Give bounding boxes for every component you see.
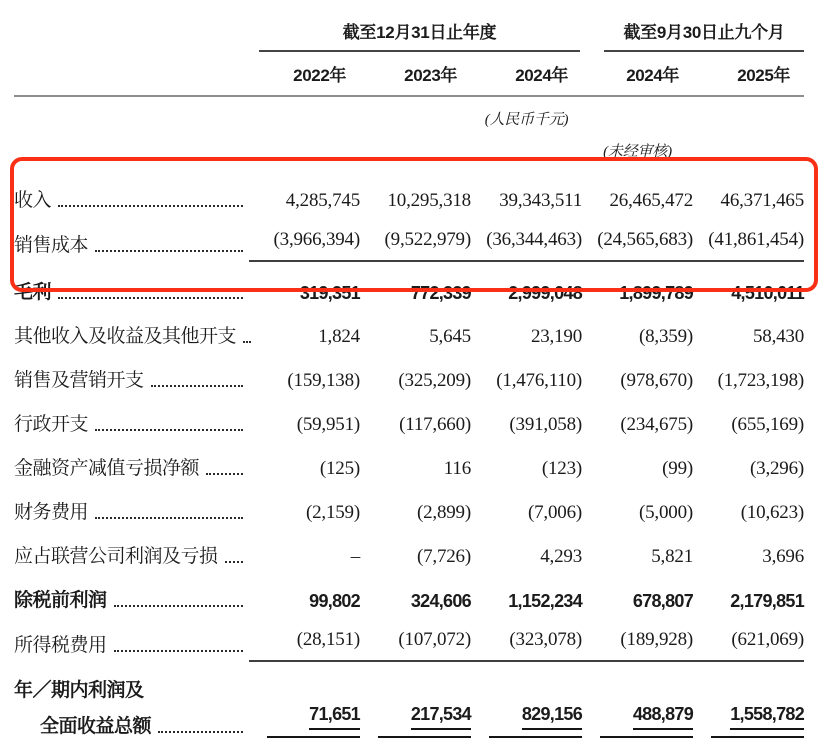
amount-value: (1,476,110): [496, 370, 583, 391]
amount-cell: [360, 572, 471, 616]
dot-leader: [114, 605, 243, 607]
dot-leader: [206, 473, 243, 475]
amount-value: 99,802: [309, 591, 360, 611]
amount-value: (189,928): [620, 629, 694, 650]
amount-value: (36,344,463): [486, 229, 583, 250]
amount-cell: [471, 352, 582, 396]
empty-corner-cell: [14, 52, 249, 96]
row-label-cell: [14, 528, 249, 572]
amount-value: 4,293: [540, 546, 583, 567]
amount-cell: [693, 661, 804, 738]
row-label: 金融资产减值亏损净额: [14, 458, 200, 479]
amount-value: (123): [541, 458, 583, 479]
amount-cell: [582, 161, 693, 216]
row-label-cell: [14, 572, 249, 616]
amount-value: 319,351: [299, 283, 360, 303]
amount-cell: [360, 616, 471, 661]
table-row: [14, 216, 804, 261]
amount-value: (5,000): [639, 502, 694, 523]
row-label-cell: [14, 216, 249, 261]
table-row: [14, 572, 804, 616]
amount-value: 2,179,851: [730, 591, 805, 611]
amount-cell: [693, 261, 804, 308]
amount-value: 26,465,472: [609, 190, 694, 211]
amount-cell: [582, 484, 693, 528]
amount-value: (125): [319, 458, 360, 479]
row-label-cell: [14, 161, 249, 216]
amount-value: (8,359): [639, 326, 694, 347]
row-label: 行政开支: [14, 414, 89, 435]
amount-cell: [693, 572, 804, 616]
amount-value: (323,078): [509, 629, 583, 650]
amount-cell: [360, 261, 471, 308]
year-header: 2022年: [249, 52, 360, 96]
amount-cell: [582, 528, 693, 572]
amount-cell: [471, 572, 582, 616]
amount-value: 3,696: [762, 546, 805, 567]
amount-cell: [471, 396, 582, 440]
amount-value: 488,879: [633, 704, 693, 730]
amount-cell: [582, 616, 693, 661]
amount-value: (41,861,454): [708, 229, 805, 250]
amount-cell: [249, 528, 360, 572]
row-label: 收入: [14, 190, 52, 211]
amount-value: 4,510,011: [731, 283, 805, 303]
amount-cell: [471, 261, 582, 308]
amount-value: (9,522,979): [384, 229, 471, 250]
amount-value: (978,670): [620, 370, 694, 391]
amount-cell: [693, 616, 804, 661]
amount-cell: [471, 216, 582, 261]
amount-value: (117,660): [399, 414, 471, 435]
amount-value: (391,058): [509, 414, 583, 435]
amount-cell: [360, 396, 471, 440]
interim-period-header-cell: [582, 10, 804, 52]
currency-note: (人民币千元): [484, 112, 569, 128]
amount-value: 10,295,318: [387, 190, 471, 211]
row-label: 毛利: [14, 282, 52, 303]
interim-period-label: 截至9月30日止九个月: [604, 18, 804, 52]
amount-value: (7,726): [416, 546, 471, 567]
amount-cell: [360, 161, 471, 216]
amount-cell: [249, 484, 360, 528]
amount-cell: [471, 484, 582, 528]
amount-value: (10,623): [740, 502, 805, 523]
dot-leader: [243, 341, 251, 343]
table-row: [14, 616, 804, 661]
row-label: 其他收入及收益及其他开支: [14, 326, 237, 347]
amount-value: (2,899): [416, 502, 471, 523]
annual-period-header-cell: [249, 10, 582, 52]
row-label-cell: [14, 352, 249, 396]
amount-value: 772,339: [410, 283, 471, 303]
amount-cell: [693, 216, 804, 261]
amount-cell: [360, 661, 471, 738]
amount-cell: [582, 216, 693, 261]
dot-leader: [225, 561, 243, 563]
amount-value: 58,430: [752, 326, 805, 347]
table-row: [14, 528, 804, 572]
row-label: 应占联营公司利润及亏损: [14, 546, 218, 567]
amount-value: –: [350, 546, 360, 567]
dot-leader: [158, 731, 243, 733]
amount-value: 324,606: [410, 591, 471, 611]
amount-value: (59,951): [296, 414, 360, 435]
amount-cell: [249, 661, 360, 738]
amount-value: 23,190: [530, 326, 583, 347]
amount-cell: [582, 308, 693, 352]
amount-value: 1,152,234: [508, 591, 583, 611]
amount-value: (2,159): [305, 502, 360, 523]
amount-cell: [360, 484, 471, 528]
amount-value: (159,138): [287, 370, 360, 391]
row-label: 销售成本: [14, 235, 89, 256]
row-label-cell: [14, 440, 249, 484]
income-statement-table: [14, 10, 804, 738]
dot-leader: [95, 517, 243, 519]
row-label: 财务费用: [14, 502, 89, 523]
row-label-cell: [14, 308, 249, 352]
table-row: [14, 396, 804, 440]
amount-value: (28,151): [296, 629, 360, 650]
amount-cell: [693, 352, 804, 396]
amount-cell: [249, 161, 360, 216]
dot-leader: [58, 297, 243, 299]
amount-cell: [693, 528, 804, 572]
financial-statement-page: [0, 10, 830, 737]
amount-cell: [471, 440, 582, 484]
amount-cell: [249, 216, 360, 261]
dot-leader: [95, 250, 243, 252]
amount-cell: [360, 308, 471, 352]
amount-cell: [693, 484, 804, 528]
amount-value: 5,821: [651, 546, 694, 567]
amount-cell: [360, 216, 471, 261]
row-label: 销售及营销开支: [14, 370, 144, 391]
amount-value: 116: [443, 458, 471, 479]
amount-value: 217,534: [411, 704, 471, 730]
amount-value: 1,824: [318, 326, 360, 347]
amount-value: 46,371,465: [720, 190, 805, 211]
amount-value: (3,296): [750, 458, 805, 479]
dot-leader: [95, 429, 243, 431]
amount-cell: [582, 572, 693, 616]
amount-cell: [249, 308, 360, 352]
amount-cell: [471, 161, 582, 216]
amount-value: (1,723,198): [717, 370, 805, 391]
amount-cell: [471, 308, 582, 352]
amount-cell: [582, 261, 693, 308]
annual-period-label: 截至12月31日止年度: [259, 18, 580, 52]
row-label: 所得税费用: [14, 635, 107, 656]
amount-cell: [249, 572, 360, 616]
dot-leader: [58, 205, 243, 207]
amount-value: 4,285,745: [285, 190, 360, 211]
currency-note-row: [14, 96, 804, 129]
dot-leader: [151, 385, 243, 387]
table-row: [14, 484, 804, 528]
table-row: [14, 661, 804, 738]
amount-cell: [249, 261, 360, 308]
amount-value: (655,169): [731, 414, 805, 435]
amount-value: (234,675): [620, 414, 694, 435]
table-row: [14, 440, 804, 484]
unaudited-note-row: [14, 129, 804, 161]
amount-value: 2,999,048: [508, 283, 583, 303]
amount-cell: [471, 528, 582, 572]
amount-cell: [693, 396, 804, 440]
amount-value: 39,343,511: [499, 190, 583, 211]
amount-value: (7,006): [528, 502, 583, 523]
row-label-cell: [14, 484, 249, 528]
amount-value: 829,156: [522, 704, 582, 730]
dot-leader: [114, 650, 243, 652]
row-label-cell: [14, 396, 249, 440]
amount-value: (99): [662, 458, 694, 479]
amount-cell: [360, 440, 471, 484]
amount-cell: [693, 308, 804, 352]
amount-cell: [582, 661, 693, 738]
year-header: 2025年: [693, 52, 804, 96]
year-header-row: [14, 52, 804, 96]
amount-cell: [249, 396, 360, 440]
year-header: 2024年: [582, 52, 693, 96]
row-label-cell: [14, 661, 249, 738]
year-header: 2024年: [471, 52, 582, 96]
amount-value: 5,645: [429, 326, 471, 347]
amount-value: 678,807: [632, 591, 694, 611]
table-row: [14, 161, 804, 216]
table-row: [14, 352, 804, 396]
amount-value: 71,651: [309, 704, 360, 730]
amount-cell: [693, 161, 804, 216]
row-label: 年／期内利润及: [14, 680, 144, 701]
amount-cell: [249, 616, 360, 661]
amount-cell: [471, 616, 582, 661]
amount-value: 1,899,789: [619, 283, 694, 303]
amount-value: (3,966,394): [273, 229, 360, 250]
amount-cell: [693, 440, 804, 484]
row-label-cell: [14, 616, 249, 661]
amount-value: (24,565,683): [597, 229, 694, 250]
empty-corner-cell: [14, 10, 249, 52]
amount-cell: [249, 352, 360, 396]
table-row: [14, 308, 804, 352]
year-header: 2023年: [360, 52, 471, 96]
amount-cell: [249, 440, 360, 484]
amount-cell: [582, 440, 693, 484]
amount-cell: [471, 661, 582, 738]
row-label-cell: [14, 261, 249, 308]
row-label: 除税前利润: [14, 590, 107, 611]
table-row: [14, 261, 804, 308]
amount-cell: [582, 396, 693, 440]
amount-cell: [582, 352, 693, 396]
period-group-header-row: [14, 10, 804, 52]
unaudited-note: (未经审核): [603, 144, 672, 160]
amount-value: (325,209): [398, 370, 471, 391]
row-label-line2: 全面收益总额: [40, 716, 152, 737]
amount-cell: [360, 528, 471, 572]
amount-value: (107,072): [398, 629, 471, 650]
amount-value: 1,558,782: [730, 704, 804, 730]
amount-cell: [360, 352, 471, 396]
amount-value: (621,069): [731, 629, 805, 650]
